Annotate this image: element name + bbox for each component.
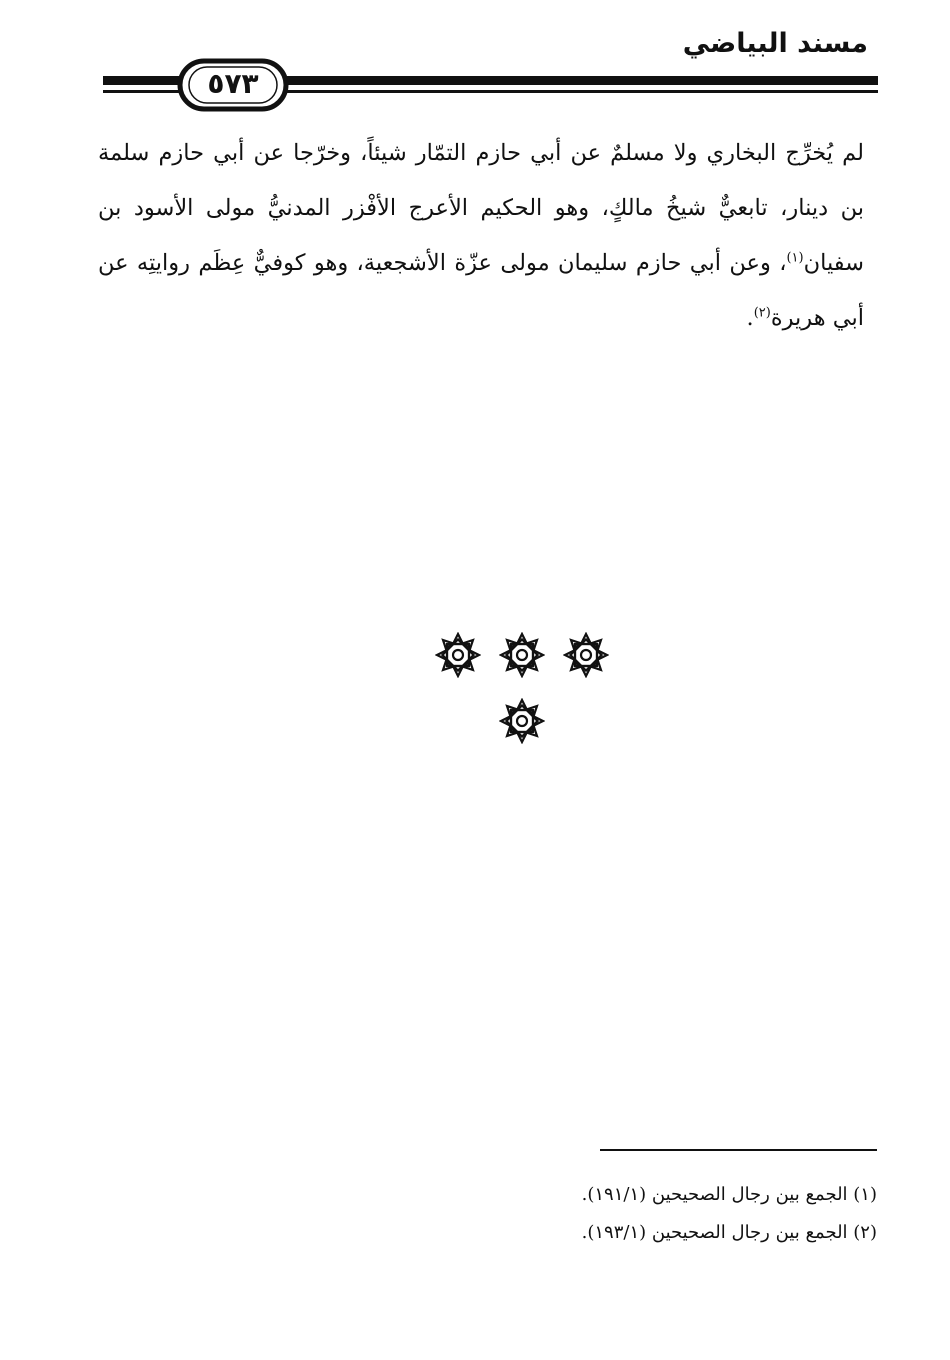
paragraph-end: .: [746, 305, 754, 331]
footnotes: [277, 1176, 877, 1252]
flower-star-icon: [563, 632, 609, 678]
page-number: ٥٧٣: [207, 66, 259, 100]
flower-star-icon: [499, 698, 545, 744]
footnote-2: (٢) الجمع بين رجال الصحيحين (١٩٣/١).: [581, 1222, 877, 1243]
section-divider-ornaments: [435, 632, 625, 752]
flower-star-icon: [499, 632, 545, 678]
book-title: مسند البياضي: [682, 28, 868, 59]
footnote-1: (١) الجمع بين رجال الصحيحين (١٩١/١).: [581, 1184, 877, 1205]
footnote-ref-2[interactable]: (٢): [753, 305, 771, 321]
footnote-separator: [600, 1149, 877, 1151]
footnote-ref-1[interactable]: (١): [786, 250, 804, 266]
paragraph-text-cont: ، وعن أبي حازم سليمان مولى عزّة الأشجعية، وهو كوفيٌّ عِظَم روايتِه عن أبي هريرة: [98, 250, 864, 331]
header-rule: [0, 50, 950, 120]
flower-star-icon: [435, 632, 481, 678]
paragraph-text: لم يُخرِّج البخاري ولا مسلمٌ عن أبي حازم التمّار شيئاً، وخرّجا عن أبي حازم سلمة بن دينار، تابعيٌّ شيخُ مالكٍ، وهو الحكيم الأعرج الأفْزر المدنيُّ مولى الأسود بن سفيان: [98, 140, 864, 276]
main-paragraph: [98, 126, 864, 346]
